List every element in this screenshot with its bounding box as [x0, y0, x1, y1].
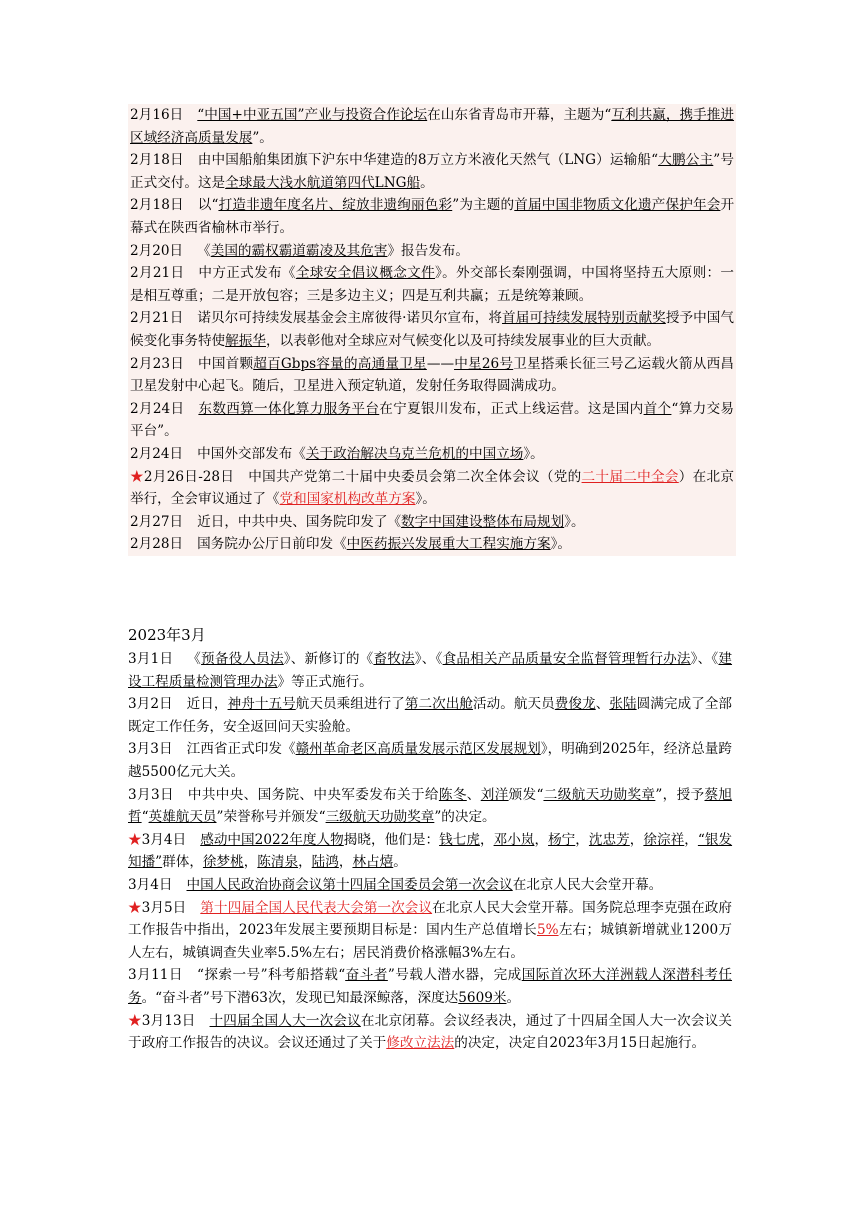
- event-text: 在北京闭幕。会议经表决，通过了十四届全国人大一次会议关于政府工作报告的决议。会议还通过了关于: [128, 1012, 733, 1052]
- event-text: ”的决定。: [434, 809, 496, 826]
- event-date: 2月27日: [130, 513, 184, 530]
- event-text: 》。: [550, 536, 571, 553]
- event-entry: [130, 398, 734, 443]
- event-text: ”为主题的: [452, 197, 515, 214]
- event-text: 》、新修订的《: [283, 651, 374, 667]
- event-text: 揭晓，他们是：: [343, 831, 440, 848]
- event-text: 》等正式施行。: [277, 673, 373, 690]
- event-date: 3月1日: [128, 651, 174, 667]
- event-text: 的决定，决定自2023年3月15日起施行。: [454, 1035, 706, 1052]
- event-text: ——: [426, 355, 455, 372]
- event-text: ，以表彰他对全球应对气候变化以及可持续发展事业的巨大贡献。: [265, 332, 661, 349]
- event-text: ，: [629, 831, 644, 848]
- highlighted-term: 党和国家机构改革方案: [279, 491, 416, 508]
- highlighted-term: 首届中国非物质文化遗产保护年会: [514, 197, 721, 214]
- highlighted-term: 建设工程质量检测管理办法: [128, 651, 733, 690]
- event-text: 中共中央、国务院、中央军委发布关于给: [187, 786, 439, 803]
- highlighted-term: 中国人民政治协商会议第十四届全国委员会第一次会议: [186, 876, 513, 893]
- event-text: 。: [506, 989, 521, 1006]
- highlighted-term: 神舟十五号: [227, 696, 296, 713]
- event-text: 。: [393, 854, 407, 871]
- highlighted-term: 刘洋: [480, 786, 509, 803]
- event-date: 3月4日: [141, 831, 187, 848]
- highlighted-term: 国际首次环大洋洲载人深潜科考任务: [128, 967, 733, 1006]
- event-text: 、: [595, 696, 610, 713]
- event-text: ”号载人潜水器，完成: [387, 967, 522, 984]
- highlighted-term: 邓小岚: [493, 831, 535, 848]
- event-date: 2月21日: [130, 265, 185, 282]
- event-text: ，: [338, 854, 353, 871]
- event-text: 》。: [523, 445, 544, 462]
- highlighted-term: 中医药振兴发展重大工程实施方案: [346, 536, 551, 553]
- event-text: 在北京人民大会堂开幕。: [512, 876, 663, 893]
- event-text: 江西省正式印发《: [186, 741, 296, 758]
- event-date: 2月28日: [130, 536, 184, 553]
- highlighted-term: 徐淙祥: [643, 831, 685, 848]
- event-text: 。“奋斗者”号下潜63次，发现已知最深鲸落，深度达: [141, 989, 459, 1006]
- event-text: 》，明确到2025年，经济总量跨越5500亿元大关。: [128, 741, 732, 780]
- event-text: 圆满完成了全部既定工作任务，安全返回问天实验舱。: [128, 696, 733, 735]
- event-text: 、: [466, 786, 481, 803]
- event-date: 3月4日: [128, 876, 173, 893]
- event-text: 《: [197, 242, 211, 259]
- event-entry: [130, 443, 734, 466]
- highlighted-term: 第二次出舱: [404, 696, 473, 713]
- event-entry: [128, 738, 732, 783]
- event-date: 3月11日: [128, 967, 183, 984]
- event-date: 2月18日: [130, 197, 184, 214]
- event-text: 在北京人民大会堂开幕。国务院总理李克强在政府工作报告中指出，2023年发展主要预期目标是：国内生产总值增长: [128, 899, 733, 939]
- event-entry: [130, 240, 734, 263]
- highlighted-term: 奋斗者: [345, 967, 388, 984]
- highlighted-term: 互利共赢，携手推进区域经济高质量发展: [130, 107, 735, 146]
- highlighted-term: 三级航天功勋奖章: [325, 809, 435, 826]
- event-text: “: [141, 809, 149, 826]
- highlighted-term: 二十届二中全会: [581, 468, 679, 485]
- event-text: 》。外交部长秦刚强调，中国将坚持五大原则：一是相互尊重；二是开放包容；三是多边主义；四是互利共赢；五是统筹兼顾。: [130, 265, 734, 304]
- highlighted-term: 首个: [643, 400, 672, 417]
- highlighted-term: 数字中国建设整体布局规划: [401, 513, 565, 530]
- highlighted-term: 沈忠芳: [588, 831, 630, 848]
- highlighted-term: 关于政治解决乌克兰危机的中国立场: [305, 445, 524, 462]
- event-text: “探索一号”科考船搭载“: [196, 967, 346, 984]
- event-text: 在宁夏银川发布，正式上线运营。这是国内: [379, 400, 644, 417]
- event-entry: [130, 307, 734, 352]
- highlighted-term: 杨宁: [548, 831, 576, 848]
- event-entry: [130, 511, 734, 534]
- event-text: 》。: [564, 513, 585, 530]
- event-text: 中方正式发布《: [198, 265, 296, 282]
- highlighted-term: 钱七虎: [439, 831, 480, 848]
- event-text: ）在北京举行，全会审议通过了《: [130, 468, 735, 508]
- highlighted-term: 大鹏公主: [658, 152, 714, 169]
- event-text: 近日，: [186, 696, 228, 713]
- event-text: 在山东省青岛市开幕，主题为“: [427, 107, 612, 123]
- event-date: 3月3日: [128, 786, 174, 803]
- event-text: ，: [243, 854, 258, 871]
- event-date: 2月18日: [130, 152, 184, 169]
- highlighted-term: 5609米: [458, 989, 507, 1006]
- event-date: 2月21日: [130, 310, 184, 327]
- event-text: 授予中国气候变化事务特使: [130, 310, 735, 349]
- event-text: 中国共产党第二十届中央委员会第二次全体会议（党的: [248, 468, 582, 485]
- highlighted-term: 费俊龙: [554, 696, 596, 713]
- event-date: 2月20日: [130, 242, 184, 259]
- event-entry: [128, 693, 732, 738]
- highlighted-term: “中国+中亚五国”产业与投资合作论坛: [197, 107, 428, 123]
- highlighted-term: 打造非遗年度名片、绽放非遗绚丽色彩: [218, 197, 453, 214]
- highlighted-term: 英雄航天员: [148, 809, 217, 826]
- highlighted-term: 蔡旭哲: [128, 786, 733, 826]
- event-text: 中国外交部发布《: [197, 445, 306, 462]
- event-text: ，: [534, 831, 549, 848]
- highlighted-term: 第十四届全国人民代表大会第一次会议: [200, 899, 433, 916]
- event-text: 《: [187, 651, 202, 667]
- highlighted-term: 全球最大浅水航道第四代LNG船: [225, 174, 421, 191]
- event-entry: [130, 533, 734, 556]
- event-text: ”号正式交付。这是: [130, 152, 735, 191]
- event-text: ”，授予: [655, 786, 705, 803]
- highlighted-term: 十四届全国人大一次会议: [209, 1012, 361, 1029]
- highlighted-term: 食品相关产品质量安全监督管理暂行办法: [442, 651, 691, 667]
- event-date: 3月3日: [128, 741, 173, 758]
- highlighted-term: 超百Gbps容量的高通量卫星: [253, 355, 427, 372]
- event-text: ，: [298, 854, 312, 871]
- highlighted-term: “银发知播”: [128, 831, 733, 871]
- highlighted-term: 东数西算一体化算力服务平台: [198, 400, 380, 417]
- event-date: 2月24日: [130, 400, 185, 417]
- event-text: 诺贝尔可持续发展基金会主席彼得·诺贝尔宣布，将: [197, 310, 503, 327]
- event-text: ”。: [252, 129, 273, 146]
- highlighted-term: 美国的霸权霸道霸凌及其危害: [210, 242, 388, 259]
- event-entry: [130, 262, 734, 307]
- star-icon: ★: [128, 899, 142, 916]
- event-text: ，: [575, 831, 589, 848]
- event-entry: [128, 897, 732, 965]
- highlighted-term: 解振华: [225, 332, 266, 349]
- event-entry: [128, 1010, 732, 1055]
- event-text: 》。: [415, 491, 436, 508]
- highlighted-term: 感动中国2022年度人物: [200, 831, 344, 848]
- highlighted-term: 陈冬: [438, 786, 467, 803]
- event-entry: [128, 648, 732, 693]
- event-text: 开幕式在陕西省榆林市举行。: [130, 197, 735, 236]
- event-text: ”荣誉称号并颁发“: [216, 809, 326, 826]
- highlighted-term: 5%: [536, 922, 559, 939]
- event-date: 2月23日: [130, 355, 185, 372]
- event-text: 国务院办公厅日前印发《: [197, 536, 347, 553]
- event-entry: [128, 874, 732, 897]
- event-text: 群体，: [162, 854, 203, 871]
- highlighted-term: 中星26号: [454, 355, 514, 372]
- event-date: 3月5日: [141, 899, 187, 916]
- event-date: 2月26日-28日: [143, 468, 235, 485]
- event-text: 近日，中共中央、国务院印发了《: [197, 513, 402, 530]
- event-text: 以“: [197, 197, 219, 214]
- event-entry: [130, 104, 734, 149]
- highlighted-term: 全球安全倡议概念文件: [295, 265, 435, 282]
- event-entry: [130, 353, 734, 398]
- star-icon: ★: [130, 468, 144, 485]
- event-text: 》、《: [690, 651, 719, 667]
- highlighted-term: 陈清泉: [257, 854, 299, 871]
- star-icon: ★: [128, 831, 142, 848]
- event-text: ，: [479, 831, 494, 848]
- highlighted-term: 畜牧法: [373, 651, 415, 667]
- event-text: 卫星搭乘长征三号乙运载火箭从西昌卫星发射中心起飞。随后，卫星进入预定轨道，发射任务取得圆满成功。: [130, 355, 734, 395]
- event-text: 活动。航天员: [472, 696, 555, 713]
- event-text: ，: [684, 831, 698, 848]
- event-date: 3月2日: [128, 696, 173, 713]
- event-text: “算力交易平台”。: [130, 400, 735, 440]
- event-entry: [128, 784, 732, 829]
- event-text: 左右；城镇新增就业1200万人左右，城镇调查失业率5.5%左右；居民消费价格涨幅3%左右。: [128, 922, 732, 961]
- event-entry: [128, 964, 732, 1009]
- highlighted-term: 预备役人员法: [201, 651, 284, 667]
- event-entry: [130, 466, 734, 511]
- event-entry: [130, 149, 734, 194]
- highlighted-term: 张陆: [609, 696, 637, 713]
- event-text: 中国首颗: [198, 355, 254, 372]
- star-icon: ★: [128, 1012, 142, 1029]
- march-heading: 2023年3月: [128, 626, 206, 644]
- highlighted-term: 首届可持续发展特别贡献奖: [502, 310, 666, 327]
- highlighted-term: 徐梦桃: [202, 854, 244, 871]
- event-text: 》报告发布。: [387, 242, 470, 259]
- event-entry: [128, 829, 732, 874]
- event-text: 由中国船舶集团旗下沪东中华建造的8万立方米液化天然气（LNG）运输船“: [197, 152, 659, 169]
- event-date: 2月16日: [130, 107, 184, 123]
- march-events-section: [128, 622, 732, 1055]
- event-text: 》、《: [414, 651, 443, 667]
- highlighted-term: 陆鸿: [311, 854, 339, 871]
- event-text: 航天员乘组进行了: [295, 696, 405, 713]
- event-text: 。: [420, 174, 434, 191]
- event-entry: [130, 194, 734, 239]
- february-events-section: [128, 104, 736, 556]
- highlighted-term: 赣州革命老区高质量发展示范区发展规划: [295, 741, 541, 758]
- highlighted-term: 二级航天功勋奖章: [543, 786, 656, 803]
- event-date: 2月24日: [130, 445, 184, 462]
- event-text: 颁发“: [508, 786, 544, 803]
- event-date: 3月13日: [141, 1012, 196, 1029]
- highlighted-term: 林占熺: [352, 854, 394, 871]
- highlighted-term: 修改立法法: [386, 1035, 455, 1052]
